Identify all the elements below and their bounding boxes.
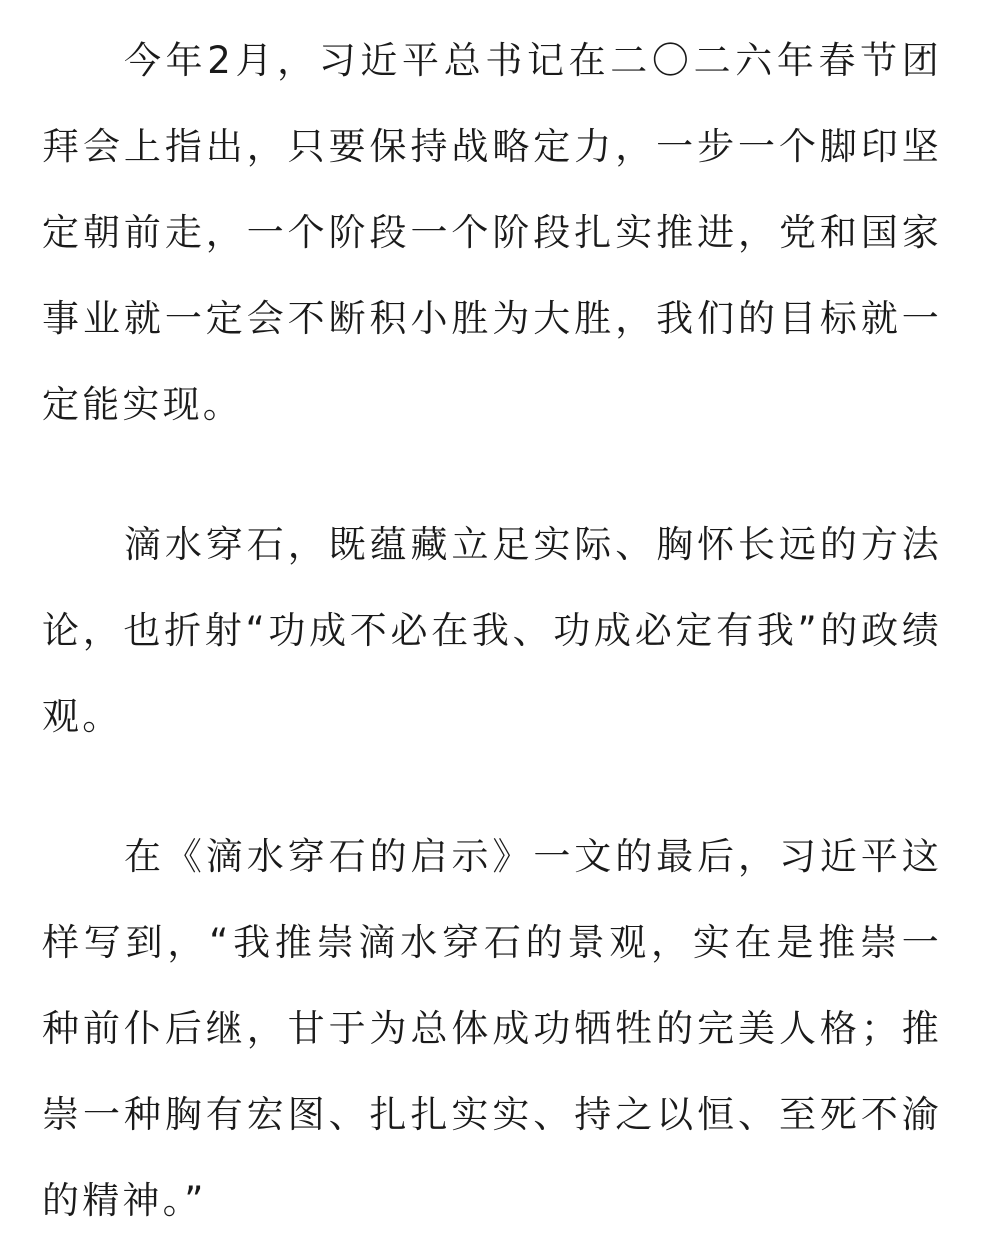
paragraph-1: 今年2月，习近平总书记在二〇二六年春节团拜会上指出，只要保持战略定力，一步一个脚印坚定朝前走，一个阶段一个阶段扎实推进，党和国家事业就一定会不断积小胜为大胜，我们的目标就一定能实现。 — [42, 39, 942, 426]
article-body — [42, 18, 942, 1244]
paragraph-2: 滴水穿石，既蕴藏立足实际、胸怀长远的方法论，也折射“功成不必在我、功成必定有我”的政绩观。 — [42, 523, 942, 738]
paragraph-3: 在《滴水穿石的启示》一文的最后，习近平这样写到，“我推崇滴水穿石的景观，实在是推崇一种前仆后继，甘于为总体成功牺牲的完美人格；推崇一种胸有宏图、扎扎实实、持之以恒、至死不渝的精神。” — [42, 835, 942, 1222]
